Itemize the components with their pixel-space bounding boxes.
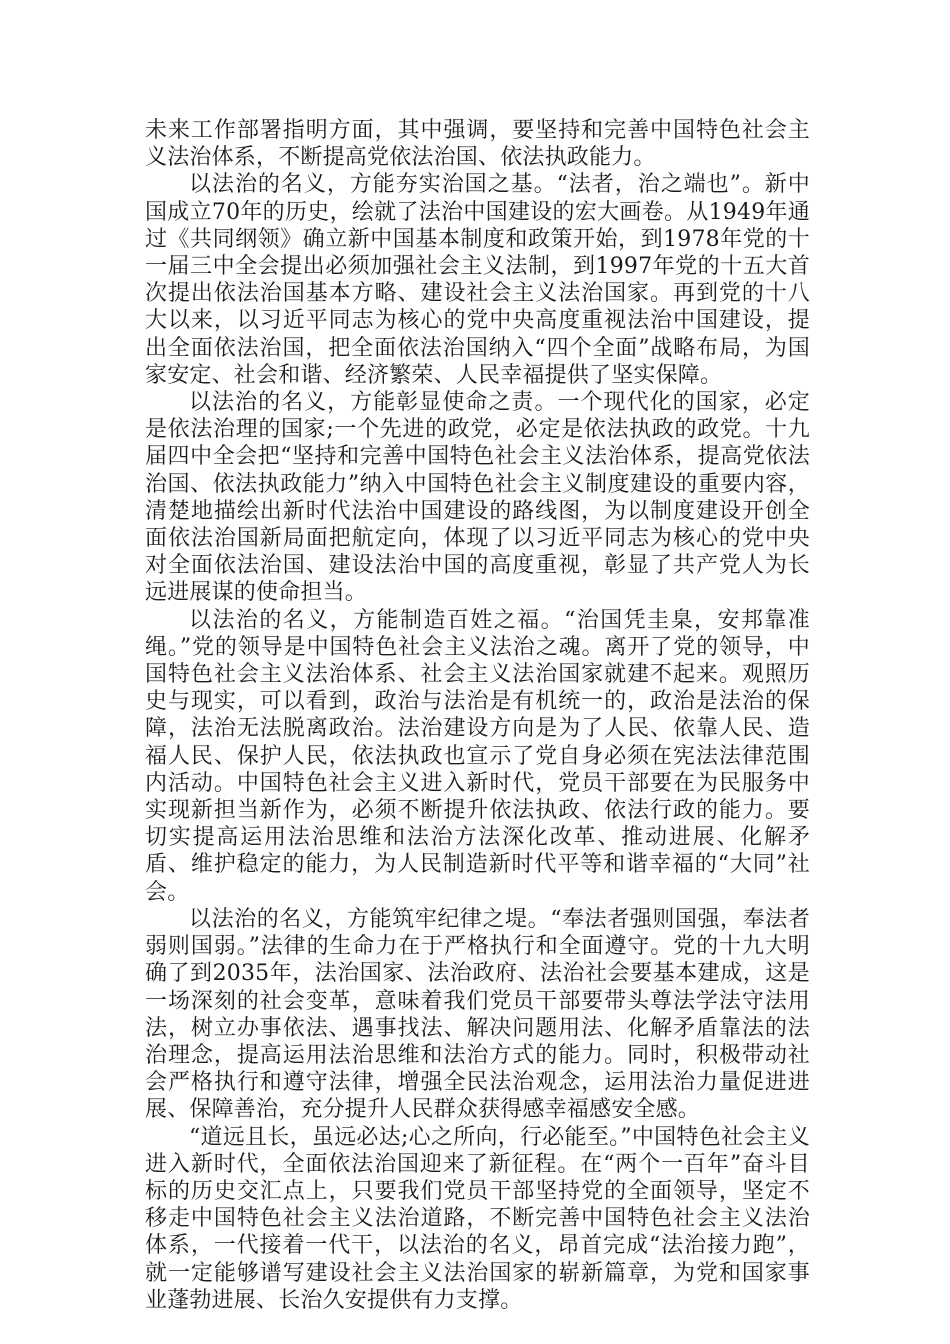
paragraph-foundation: 以法治的名义，方能夯实治国之基。“法者，治之端也”。新中国成立70年的历史，绘就了法治中国建设的宏大画卷。从1949年通过《共同纲领》确立新中国基本制度和政策开始，到1978年党的十一届三中全会提出必须加强社会主义法制，到1997年党的十五大首次提出依法治国基本方略、建设社会主义法治国家。再到党的十八大以来，以习近平同志为核心的党中央高度重视法治中国建设，提出全面依法治国，把全面依法治国纳入“四个全面”战略布局，为国家安定、社会和谐、经济繁荣、人民幸福提供了坚实保障。 — [145, 172, 810, 388]
paragraph-discipline: 以法治的名义，方能筑牢纪律之堤。“奉法者强则国强，奉法者弱则国弱。”法律的生命力在于严格执行和全面遵守。党的十九大明确了到2035年，法治国家、法治政府、法治社会要基本建成，这是一场深刻的社会变革，意味着我们党员干部要带头尊法学法守法用法，树立办事依法、遇事找法、解决问题用法、化解矛盾靠法的法治理念，提高运用法治思维和法治方式的能力。同时，积极带动社会严格执行和遵守法律，增强全民法治观念，运用法治力量促进进展、保障善治，充分提升人民群众获得感幸福感安全感。 — [145, 906, 810, 1123]
paragraph-mission: 以法治的名义，方能彰显使命之责。一个现代化的国家，必定是依法治理的国家;一个先进的政党，必定是依法执政的政党。十九届四中全会把“坚持和完善中国特色社会主义法治体系，提高党依法治国、依法执政能力”纳入中国特色社会主义制度建设的重要内容，清楚地描绘出新时代法治中国建设的路线图，为以制度建设开创全面依法治国新局面把航定向，体现了以习近平同志为核心的党中央对全面依法治国、建设法治中国的高度重视，彰显了共产党人为长远进展谋的使命担当。 — [145, 390, 810, 606]
paragraph-intro-continuation: 未来工作部署指明方面，其中强调，要坚持和完善中国特色社会主义法治体系，不断提高党依法治国、依法执政能力。 — [145, 118, 810, 171]
paragraph-conclusion: “道远且长，虽远必达;心之所向，行必能至。”中国特色社会主义进入新时代，全面依法治国迎来了新征程。在“两个一百年”奋斗目标的历史交汇点上，只要我们党员干部坚持党的全面领导，坚定不移走中国特色社会主义法治道路，不断完善中国特色社会主义法治体系，一代接着一代干，以法治的名义，昂首完成“法治接力跑”，就一定能够谱写建设社会主义法治国家的崭新篇章，为党和国家事业蓬勃进展、长治久安提供有力支撑。 — [145, 1124, 810, 1313]
article-body — [145, 117, 810, 1314]
paragraph-welfare: 以法治的名义，方能制造百姓之福。“治国凭圭臬，安邦靠准绳。”党的领导是中国特色社会主义法治之魂。离开了党的领导，中国特色社会主义法治体系、社会主义法治国家就建不起来。观照历史与现实，可以看到，政治与法治是有机统一的，政治是法治的保障，法治无法脱离政治。法治建设方向是为了人民、依靠人民、造福人民、保护人民，依法执政也宣示了党自身必须在宪法法律范围内活动。中国特色社会主义进入新时代，党员干部要在为民服务中实现新担当新作为，必须不断提升依法执政、依法行政的能力。要切实提高运用法治思维和法治方法深化改革、推动进展、化解矛盾、维护稳定的能力，为人民制造新时代平等和谐幸福的“大同”社会。 — [145, 607, 810, 905]
